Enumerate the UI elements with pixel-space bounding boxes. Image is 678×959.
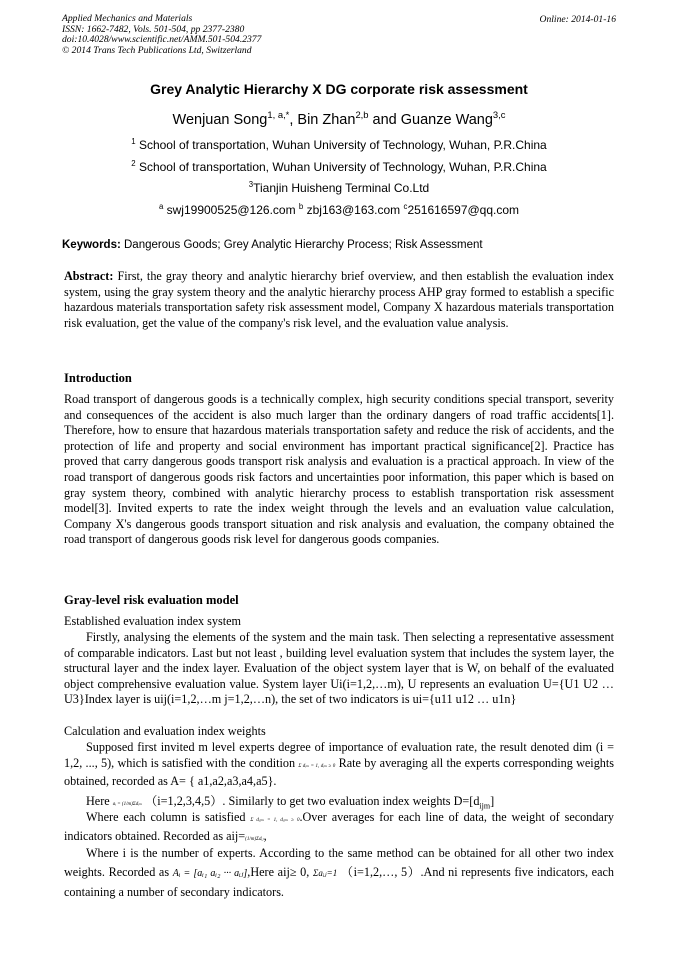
weight-subscript: ijm <box>479 801 491 811</box>
online-date: Online: 2014-01-16 <box>539 14 616 25</box>
author-3: and Guanze Wang <box>368 112 493 128</box>
abstract-text: First, the gray theory and analytic hierarchy brief overview, and then establish the evaluation index system, using the gray system theory and the analytic hierarchy process AHP gray formed to establish a specific hazardous materials transportation safety risk assessment model, Company X hazardous materials transportation risk evaluation, get the value of the company's risk level, and the evaluation value analysis. <box>64 269 615 330</box>
author-1: Wenjuan Song <box>172 112 268 128</box>
weight-average-text-1: Here <box>86 794 110 808</box>
author-2: , Bin Zhan <box>289 112 356 128</box>
column-condition-text-3: , <box>263 828 267 843</box>
email-b-sup: b <box>298 202 304 211</box>
model-heading: Gray-level risk evaluation model <box>64 593 239 607</box>
email-a-sup: a <box>158 202 164 211</box>
introduction-heading: Introduction <box>64 371 132 385</box>
column-condition-text-2: .Over averages for each line of data, the weight of secondary indicators obtained. Recorded as aij= <box>64 810 614 843</box>
affiliation-1 <box>0 138 678 152</box>
affiliation-2 <box>0 160 678 174</box>
keywords <box>62 239 483 251</box>
keywords-label: Keywords: <box>62 239 121 251</box>
index-weights-text-3: （i=1,2,…, 5）.And ni represents five indicators, each containing a number of secondary indicators. <box>64 865 615 899</box>
paragraph-expert-rating <box>64 740 614 790</box>
index-weights-text-2: ,Here aij≥ 0, <box>247 865 310 879</box>
column-condition-text-1: Where each column is satisfied <box>86 810 246 824</box>
affiliation-2-text: School of transportation, Wuhan University of Technology, Wuhan, P.R.China <box>138 160 547 174</box>
email-a: swj19900525@126.com <box>166 203 296 217</box>
author-2-sup: 2,b <box>355 109 369 121</box>
secondary-weight-formula: (1/m)Σdᵢⱼ <box>245 836 264 842</box>
email-line <box>0 203 678 217</box>
introduction-text: Road transport of dangerous goods is a technically complex, high security conditions special transport, severity and consequences of the accident is also much larger than the ordinary dangers of road traffic accidents[1]. Therefore, how to ensure that hazardous materials transportation safety and reduce the risk of accidents, and the protection of life and property and social environment has important practical significance[2]. Practice has proved that carry dangerous goods transport risk analysis and evaluation is a practical approach. In view of the road transport of dangerous goods risk factors and uncertainties poor information, this paper which is based on gray system theory, combined with analytic hierarchy process to establish transportation risk assessment model[3]. Invited experts to rate the index weight through the levels and an evaluation value calculation, Company X's dangerous goods transport situation and risk analysis and evaluation, the company obtained the road transport of dangerous goods risk level for dangerous goods companies. <box>64 392 614 547</box>
author-3-sup: 3,c <box>492 109 506 121</box>
affiliation-3-text: Tianjin Huisheng Terminal Co.Ltd <box>253 181 430 195</box>
issn-line: ISSN: 1662-7482, Vols. 501-504, pp 2377-2380 <box>62 23 245 35</box>
doi-line: doi:10.4028/www.scientific.net/AMM.501-504.2377 <box>62 34 262 46</box>
vector-items: aᵢ₁ aᵢ₂ ··· aᵢⱼ <box>197 868 244 879</box>
sum-formula: Σaᵢⱼ=1 <box>312 868 338 878</box>
column-formula: Σ dᵢⱼₘ = 1, dᵢⱼₘ ≥ 0 <box>250 818 300 823</box>
weight-average-text-2: （i=1,2,3,4,5）. Similarly to get two evaluation index weights D=[d <box>145 794 480 808</box>
email-c: 251616597@qq.com <box>407 203 520 217</box>
vector-close: ] <box>243 868 248 879</box>
weight-average-text-3: ] <box>490 794 495 808</box>
index-weights-text-1: Where i is the number of experts. According to the same method can be obtained for all other two index weights. Recorded as <box>64 846 614 879</box>
author-1-sup: 1, a,* <box>267 109 290 121</box>
email-b: zbj163@163.com <box>306 203 401 217</box>
average-formula: aᵢ = (1/m)Σdᵢₘ <box>112 802 143 807</box>
abstract-label: Abstract: <box>64 269 114 283</box>
affiliation-2-sup: 2 <box>131 159 136 168</box>
affiliation-1-sup: 1 <box>131 137 136 146</box>
affiliation-3 <box>0 181 678 195</box>
vector-open: Aᵢ = [ <box>172 868 198 879</box>
paper-title: Grey Analytic Hierarchy X DG corporate risk assessment <box>150 81 528 97</box>
expert-rating-text-2: Rate by averaging all the experts corresponding weights obtained, recorded as A= { a1,a2,a3,a4,a5}. <box>64 755 615 789</box>
condition-formula: Σ dᵢₘ = 1, dᵢₘ ≥ 0 <box>298 763 336 769</box>
author-list <box>0 109 678 128</box>
subheading-index-system: Established evaluation index system <box>64 614 242 628</box>
paragraph-column-condition <box>64 810 614 847</box>
journal-header <box>62 14 261 56</box>
affiliation-3-sup: 3 <box>248 180 254 189</box>
affiliation-1-text: School of transportation, Wuhan University of Technology, Wuhan, P.R.China <box>138 138 547 152</box>
journal-name: Applied Mechanics and Materials <box>62 13 193 24</box>
paragraph-index-weights <box>64 844 614 902</box>
abstract <box>64 269 614 331</box>
expert-rating-text-1: Supposed first invited m level experts degree of importance of evaluation rate, the result denoted dim (i = 1,2, ..., 5), which is satisfied with the condition <box>64 740 614 770</box>
keywords-text: Dangerous Goods; Grey Analytic Hierarchy Process; Risk Assessment <box>124 239 483 251</box>
copyright-line: © 2014 Trans Tech Publications Ltd, Switzerland <box>62 44 252 56</box>
subheading-weights: Calculation and evaluation index weights <box>64 724 266 738</box>
email-c-sup: c <box>403 202 408 211</box>
weight-vector-formula <box>173 868 248 879</box>
paragraph-index-system: Firstly, analysing the elements of the system and the main task. Then selecting a representative assessment of comparable indicators. Last but not least , building level evaluation system that includes the system layer, the structural layer and the index layer. Evaluation of the object system layer that is W, on behalf of the evaluated object comprehensive evaluation value. System layer Ui(i=1,2,…m), U represents an evaluation U={U1 U2 … U3}Index layer is uij(i=1,2,…m j=1,2,…n), the set of two indicators is ui={u11 u12 … u1n} <box>64 630 614 707</box>
